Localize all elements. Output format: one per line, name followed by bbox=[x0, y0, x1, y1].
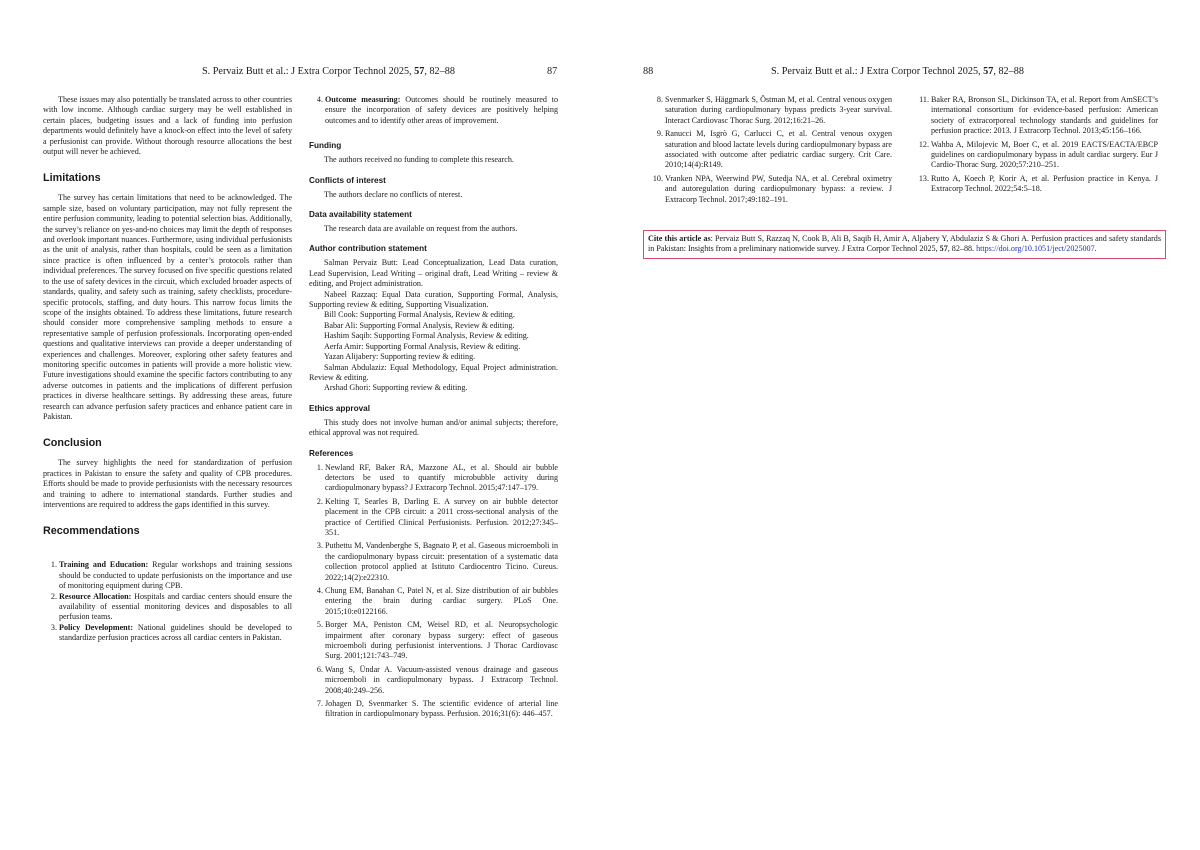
recommendation-item: 4. Outcome measuring: Outcomes should be routinely measured to ensure the incorporation of safety devices are positively helping outcomes and to identify other areas of improvement. bbox=[325, 95, 558, 126]
page-number-left: 87 bbox=[547, 66, 558, 77]
references-heading: References bbox=[309, 448, 354, 458]
reference-item: 4. Chung EM, Banahan C, Patel N, et al. Size distribution of air bubbles entering the brain during cardiac surgery. PLoS One. 2015;10:e0122166. bbox=[325, 586, 558, 617]
reference-item: 6. Wang S, Ündar A. Vacuum-assisted venous drainage and gaseous microemboli in cardiopulmonary bypass. J Extracorp Technol. 2008;40:249–256. bbox=[325, 665, 558, 696]
data-availability-heading: Data availability statement bbox=[309, 210, 412, 220]
data-availability-text: The research data are available on request from the authors. bbox=[324, 224, 518, 234]
contribution-item: Bill Cook: Supporting Formal Analysis, Review & editing. bbox=[324, 310, 515, 320]
contribution-item: Aerfa Amir: Supporting Formal Analysis, Review & editing. bbox=[324, 341, 521, 351]
recommendations-list bbox=[43, 560, 292, 643]
contribution-item: Babar Ali: Supporting Formal Analysis, Review & editing. bbox=[324, 320, 515, 330]
reference-item: 12. Wahba A, Milojevic M, Boer C, et al. 2019 EACTS/EACTA/EBCP guidelines on cardiopulmonary bypass in adult cardiac surgery. Eur J Cardio-Thorac Surg. 2020;57:210–251. bbox=[931, 140, 1158, 171]
running-head-right: S. Pervaiz Butt et al.: J Extra Corpor Technol 2025, 57, 82–88 bbox=[771, 66, 1024, 77]
ethics-heading: Ethics approval bbox=[309, 403, 370, 413]
references-list-continued bbox=[643, 95, 892, 205]
right-column-1 bbox=[643, 95, 892, 208]
cite-this-article-box: Cite this article as: Pervaiz Butt S, Razzaq N, Cook B, Ali B, Saqib H, Amir A, Aljabery Y, Abdulaziz S & Ghori A. Perfusion practices and safety standards in Pakistan: Insights from a preliminary nationwide survey. J Extra Corpor Technol 2025, 57, 82–88. https://doi.org/10.1051/ject/2025007. bbox=[643, 230, 1166, 259]
contribution-item: Salman Pervaiz Butt: Lead Conceptualization, Lead Data curation, Lead Supervision, Lead Writing – original draft, Lead Writing – review & editing, and Project administration. bbox=[309, 258, 558, 289]
recommendation-item: 2. Resource Allocation: Hospitals and cardiac centers should ensure the availability of essential monitoring devices and disposables to all perfusion teams. bbox=[59, 592, 292, 623]
reference-item: 11. Baker RA, Bronson SL, Dickinson TA, et al. Report from AmSECT’s international consortium for evidence-based perfusion: American society of extracorporeal technology standards and guidelines for perfusion practice: 2013. J Extracorp Technol. 2013;45:156–166. bbox=[931, 95, 1158, 137]
reference-item: 10. Vranken NPA, Weerwind PW, Sutedja NA, et al. Cerebral oximetry and autoregulation during cardiopulmonary bypass: a review. J Extracorp Technol. 2017;49:182–191. bbox=[665, 174, 892, 205]
recommendation-item: 3. Policy Development: National guidelines should be developed to standardize perfusion practices across all cardiac centers in Pakistan. bbox=[59, 623, 292, 644]
reference-item: 3. Puthettu M, Vandenberghe S, Bagnato P, et al. Gaseous microemboli in the cardiopulmonary bypass circuit: presentation of a systematic data collection protocol applied at Istituto Cardiocentro Ticino. Cureus. 2022;14(2):e22310. bbox=[325, 541, 558, 583]
running-head-left: S. Pervaiz Butt et al.: J Extra Corpor Technol 2025, 57, 82–88 bbox=[202, 66, 455, 77]
recommendations-list-continued bbox=[309, 95, 558, 126]
reference-item: 7. Johagen D, Svenmarker S. The scientific evidence of arterial line filtration in cardiopulmonary bypass. Perfusion. 2016;31(6): 446–457. bbox=[325, 699, 558, 720]
recommendation-item: 1. Training and Education: Regular workshops and training sessions should be conducted to update perfusionists on the importance and use of monitoring equipment during CPB. bbox=[59, 560, 292, 591]
conclusion-heading: Conclusion bbox=[43, 437, 102, 450]
limitations-heading: Limitations bbox=[43, 172, 101, 185]
conclusion-paragraph: The survey highlights the need for standardization of perfusion practices in Pakistan to ensure the safety and quality of CPB procedures. Efforts should be made to provide perfusionists with the necessary resources and training to adhere to international standards. Further studies and interventions are required to address the gaps identified in this survey. bbox=[43, 458, 292, 509]
reference-item: 5. Borger MA, Peniston CM, Weisel RD, et al. Neuropsychologic impairment after coronary bypass surgery: effect of gaseous microemboli during perfusionist interventions. J Thorac Cardiovasc Surg. 2001;121:743–749. bbox=[325, 620, 558, 662]
conflicts-heading: Conflicts of interest bbox=[309, 175, 386, 185]
intro-paragraph: These issues may also potentially be translated across to other countries with low income. Although cardiac surgery may be well established in certain places, budgeting issues and a lack of funding into perfusion departments would definitely have a knock-on effect into the level of safety a perfusionist can provide. Without thorough resource allocations the best output will never be achieved. bbox=[43, 95, 292, 157]
cite-label: Cite this article as bbox=[648, 234, 711, 243]
reference-item: 9. Ranucci M, Isgrò G, Carlucci C, et al. Central venous oxygen saturation and blood lactate levels during cardiopulmonary bypass are associated with outcome after pediatric cardiac surgery. Crit Care. 2010;14(4):R149. bbox=[665, 129, 892, 171]
right-column-2 bbox=[909, 95, 1158, 198]
references-list bbox=[309, 463, 558, 720]
contribution-item: Arshad Ghori: Supporting review & editing. bbox=[324, 383, 468, 393]
funding-heading: Funding bbox=[309, 141, 342, 151]
references-list-continued-2 bbox=[909, 95, 1158, 195]
funding-text: The authors received no funding to complete this research. bbox=[324, 155, 514, 165]
reference-item: 8. Svenmarker S, Häggmark S, Östman M, et al. Central venous oxygen saturation during cardiopulmonary bypass predicts 3-year survival. Interact Cardiovasc Thorac Surg. 2012;16:21–26. bbox=[665, 95, 892, 126]
right-page bbox=[600, 0, 1200, 850]
reference-item: 13. Rutto A, Koech P, Korir A, et al. Perfusion practice in Kenya. J Extracorp Technol. 2022;54:5–18. bbox=[931, 174, 1158, 195]
limitations-paragraph: The survey has certain limitations that need to be acknowledged. The sample size, based on voluntary participation, may not fully represent the entire perfusion community, leading to potential selection bias. Additionally, the survey’s reliance on yes-and-no choices may limit the depth of responses and overlook important nuances. Furthermore, using individual perfusionists as the unit of analysis, rather than hospitals, could be seen as a limitation since practice is often influenced by a center’s protocols rather than individual preferences. The survey focused on five specific questions related to the use of safety devices in the circuit, which excluded broader aspects of standards, quality, and safety such as training, safety checklists, procedure-specific protocols, staffing, and duty hours. This narrow focus limits the scope of the insights obtained. To address these limitations, future research should consider more comprehensive sampling methods to ensure a representative sample of perfusion professionals. Incorporating open-ended questions and qualitative interviews can provide a deeper understanding of experiences and challenges. Moreover, exploring other safety features and monitoring specific outcomes in patients will provide a more holistic view. Future investigations should examine the specific factors contributing to any adverse outcomes in patients and the implications of different perfusion practices in diverse healthcare settings. By addressing these areas, future research can advance perfusion safety practices and enhance patient care in Pakistan. bbox=[43, 193, 292, 421]
contribution-item: Nabeel Razzaq: Equal Data curation, Supporting Formal, Analysis, Supporting review & editing, Supporting Visualization. bbox=[309, 289, 558, 310]
contribution-item: Salman Abdulaziz: Equal Methodology, Equal Project administration. Review & editing. bbox=[309, 362, 558, 382]
reference-item: 2. Kelting T, Searles B, Darling E. A survey on air bubble detector placement in the CPB circuit: a 2011 cross-sectional analysis of the practice of Certified Clinical Perfusionists. Perfusion. 2012;27:345–351. bbox=[325, 497, 558, 539]
author-contribution-heading: Author contribution statement bbox=[309, 244, 427, 254]
reference-item: 1. Newland RF, Baker RA, Mazzone AL, et al. Should air bubble detectors be used to quantify microbubble activity during cardiopulmonary bypass? J Extracorp Technol. 2015;47:147–179. bbox=[325, 463, 558, 494]
conflicts-text: The authors declare no conflicts of nterest. bbox=[324, 189, 463, 199]
doi-link[interactable]: https://doi.org/10.1051/ject/2025007 bbox=[976, 244, 1095, 254]
contribution-item: Yazan Alijabery: Supporting review & editing. bbox=[324, 352, 476, 362]
contribution-item: Hashim Saqib: Supporting Formal Analysis, Review & editing. bbox=[324, 331, 529, 341]
recommendations-heading: Recommendations bbox=[43, 525, 140, 538]
left-column-1 bbox=[43, 95, 292, 644]
left-column-2 bbox=[309, 95, 558, 723]
ethics-text: This study does not involve human and/or animal subjects; therefore, ethical approval was not required. bbox=[309, 417, 558, 438]
page-number-right: 88 bbox=[643, 66, 654, 77]
